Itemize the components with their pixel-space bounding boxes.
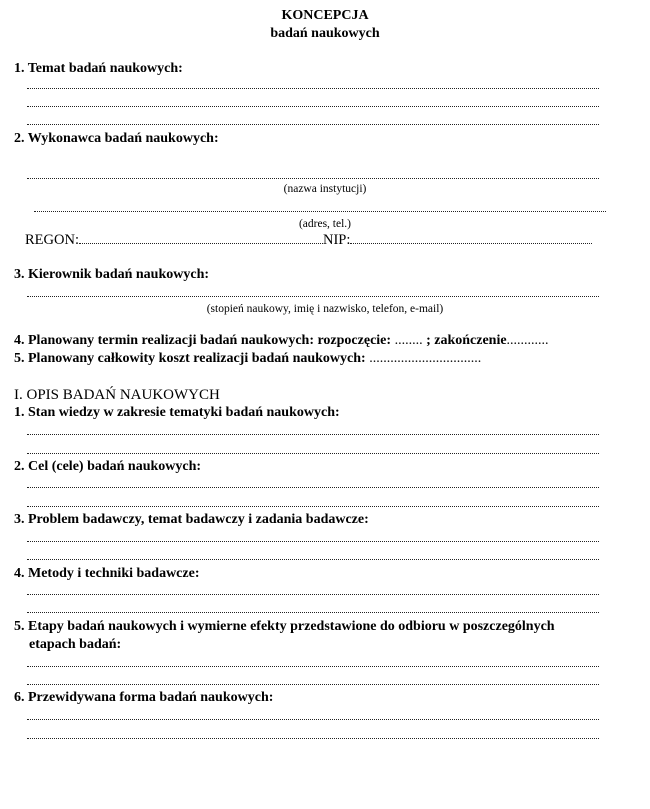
part-1-item-5: 5. Etapy badań naukowych i wymierne efekty przedstawione do odbioru w poszczególnych (14, 619, 555, 634)
item-3-line-1[interactable] (27, 541, 599, 542)
part-1-item-2: 2. Cel (cele) badań naukowych: (14, 459, 202, 474)
section-1-line-1[interactable] (27, 88, 599, 89)
section-2-heading: 2. Wykonawca badań naukowych: (14, 131, 219, 146)
item-2-line-1[interactable] (27, 487, 599, 488)
institution-name-line[interactable] (27, 178, 599, 179)
document-title: KONCEPCJA (281, 8, 369, 23)
manager-line[interactable] (27, 296, 599, 297)
section-4-text: 4. Planowany termin realizacji badań naukowych: rozpoczęcie: (14, 333, 392, 348)
item-2-line-2[interactable] (27, 506, 599, 507)
section-4-separator: ; zakończenie (422, 333, 507, 348)
section-4-row (14, 333, 549, 349)
document-subtitle: badań naukowych (270, 26, 380, 41)
end-date-field[interactable]: ............ (506, 333, 549, 348)
nip-label: NIP: (322, 232, 351, 248)
item-5-line-1[interactable] (27, 666, 599, 667)
address-line[interactable] (34, 211, 606, 212)
regon-label: REGON: (25, 232, 79, 248)
item-5-line-2[interactable] (27, 684, 599, 685)
item-1-line-1[interactable] (27, 434, 599, 435)
part-1-item-1: 1. Stan wiedzy w zakresie tematyki badań naukowych: (14, 405, 340, 420)
item-6-line-2[interactable] (27, 738, 599, 739)
regon-row (25, 232, 592, 249)
item-1-line-2[interactable] (27, 453, 599, 454)
section-5-text: 5. Planowany całkowity koszt realizacji badań naukowych: (14, 351, 366, 366)
institution-caption: (nazwa instytucji) (283, 183, 367, 195)
section-1-heading: 1. Temat badań naukowych: (14, 61, 183, 76)
section-3-heading: 3. Kierownik badań naukowych: (14, 267, 210, 282)
item-4-line-2[interactable] (27, 612, 599, 613)
total-cost-field[interactable]: ................................ (369, 351, 482, 366)
regon-field[interactable] (79, 233, 323, 244)
part-1-heading: I. OPIS BADAŃ NAUKOWYCH (14, 387, 220, 403)
part-1-item-6: 6. Przewidywana forma badań naukowych: (14, 690, 274, 705)
part-1-item-5-cont: etapach badań: (29, 637, 122, 652)
address-caption: (adres, tel.) (298, 218, 352, 230)
section-5-row (14, 351, 481, 367)
section-1-line-2[interactable] (27, 106, 599, 107)
item-4-line-1[interactable] (27, 594, 599, 595)
part-1-item-3: 3. Problem badawczy, temat badawczy i zadania badawcze: (14, 512, 369, 527)
nip-field[interactable] (350, 233, 592, 244)
part-1-item-4: 4. Metody i techniki badawcze: (14, 566, 200, 581)
item-6-line-1[interactable] (27, 719, 599, 720)
section-1-line-3[interactable] (27, 124, 599, 125)
item-3-line-2[interactable] (27, 559, 599, 560)
manager-caption: (stopień naukowy, imię i nazwisko, telefon, e-mail) (206, 303, 444, 315)
start-date-field[interactable]: ........ (394, 333, 423, 348)
